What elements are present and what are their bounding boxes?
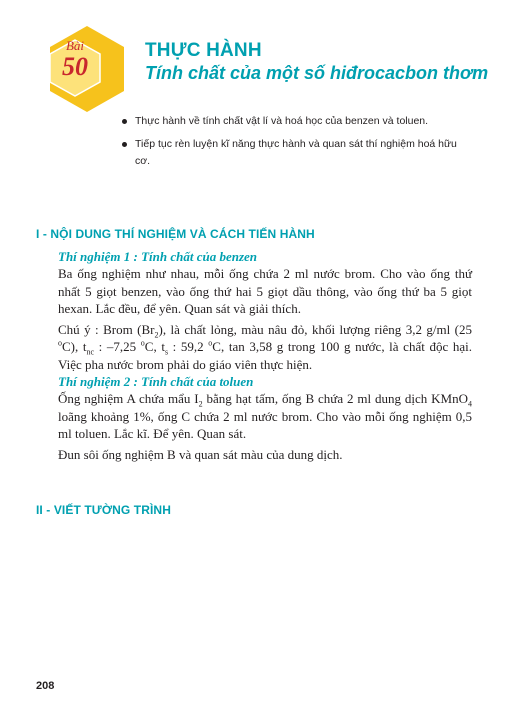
experiment-1-paragraph: Ba ống nghiệm như nhau, mỗi ống chứa 2 ml nước brom. Cho vào ống thứ nhất 5 giọt benzen, vào ống thứ hai 5 giọt dầu thông, vào ống thứ ba 5 giọt hexan. Lắc đều, để yên. Quan sát và giải thích. — [58, 266, 472, 316]
experiment-2-paragraph: Ống nghiệm A chứa mẩu $I_2$ bằng hạt tấm, ống B chứa 2 ml dung dịch KMnO$_4$ loãng khoảng 1%, ống C chứa 2 ml nước brom. Cho vào mỗi ống nghiệm 0,5 ml toluen. Lắc kĩ. Để yên. Quan sát. — [58, 391, 472, 441]
section-1-content — [58, 248, 472, 463]
objective-item: Thực hành về tính chất vật lí và hoá học của benzen và toluen. — [122, 113, 472, 130]
lesson-title: THỰC HÀNH — [145, 40, 262, 61]
experiment-1-title: Thí nghiệm 1 : Tính chất của benzen — [58, 249, 257, 264]
lesson-number: 50 — [62, 52, 88, 81]
page-number: 208 — [36, 680, 55, 692]
section-heading-1: I - NỘI DUNG THÍ NGHIỆM VÀ CÁCH TIẾN HÀNH — [36, 227, 315, 241]
experiment-2-paragraph-2: Đun sôi ống nghiệm B và quan sát màu của dung dịch. — [58, 446, 343, 462]
section-heading-2: II - VIẾT TƯỜNG TRÌNH — [36, 503, 171, 517]
lesson-label: Bài — [65, 38, 85, 53]
objectives-list — [122, 113, 472, 176]
experiment-2-title: Thí nghiệm 2 : Tính chất của toluen — [58, 374, 254, 389]
objective-item: Tiếp tục rèn luyện kĩ năng thực hành và quan sát thí nghiệm hoá hữu cơ. — [122, 136, 472, 170]
experiment-1-note: Chú ý : Brom $(Br_2)$, là chất lỏng, màu nâu đỏ, khối lượng riêng 3,2 g/ml (25 $^o$C), $t_{nc}$ : –7,25 $^o$C, $t_s$ : 59,2 $^o$C, tan 3,58 g trong 100 g nước, là chất độc hại. Việc pha nước brom phải do giáo viên thực hiện. — [58, 321, 472, 372]
lesson-subtitle: Tính chất của một số hiđrocacbon thơm — [145, 63, 489, 83]
